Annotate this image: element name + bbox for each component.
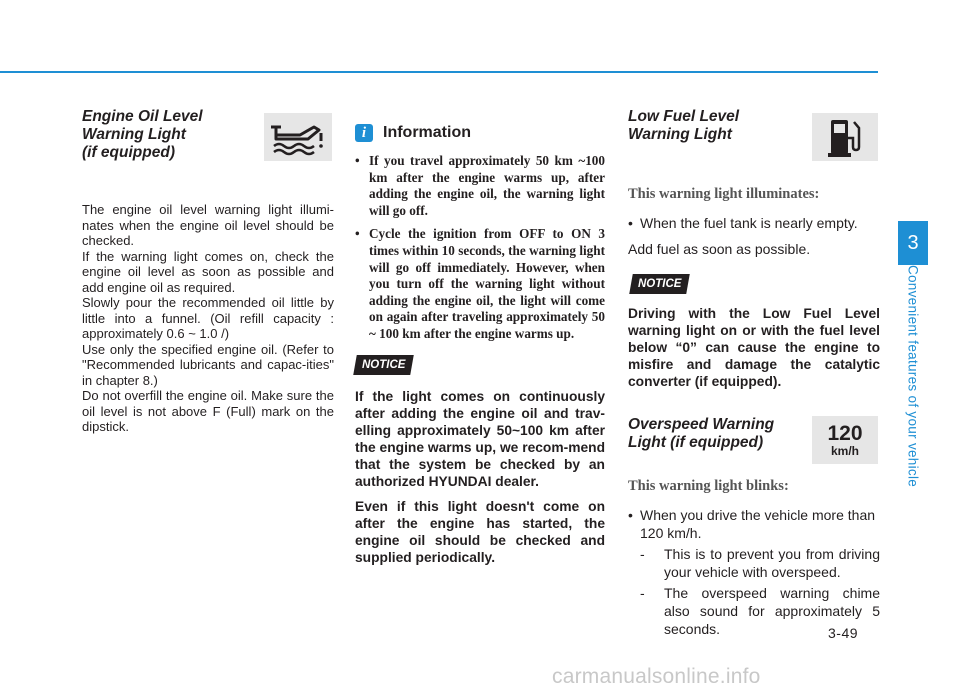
list-item: • When the fuel tank is nearly empty. bbox=[628, 214, 880, 232]
notice-paragraph-2: Even if this light doesn't come on after the engine has started, the engine oil should be checked and supplied periodically. bbox=[355, 498, 605, 565]
fuel-subheading: This warning light illuminates: bbox=[628, 186, 820, 202]
speed-number: 120 bbox=[827, 421, 863, 445]
watermark: carmanualsonline.info bbox=[552, 665, 761, 688]
section-title: Overspeed Warning Light (if equipped) bbox=[628, 416, 775, 451]
oil-paragraph-5: Do not overfill the engine oil. Make sure the oil level is not above F (Full) mark on the dipstick. bbox=[82, 388, 334, 434]
oil-paragraph-3: Slowly pour the recommended oil little by little into a funnel. (Oil refill capacity : approximately 0.6 ~ 1.0 /) bbox=[82, 295, 334, 341]
section-title: Low Fuel Level Warning Light bbox=[628, 108, 740, 143]
notice-badge: NOTICE bbox=[353, 355, 414, 375]
list-item: - The overspeed warning chime also sound for approximately 5 seconds. bbox=[640, 585, 880, 637]
oil-paragraph-2: If the warning light comes on, check the engine oil level as soon as possible and add engine oil as required. bbox=[82, 248, 334, 295]
information-section bbox=[355, 120, 605, 566]
top-rule bbox=[0, 71, 878, 73]
speed-unit: km/h bbox=[830, 443, 859, 458]
low-fuel-heading bbox=[628, 108, 880, 160]
low-fuel-section bbox=[628, 108, 880, 638]
engine-oil-section bbox=[82, 108, 334, 435]
overspeed-warning-icon bbox=[812, 416, 878, 464]
fuel-advice: Add fuel as soon as possible. bbox=[628, 241, 811, 257]
list-item: - This is to prevent you from driving your vehicle with overspeed. bbox=[640, 546, 880, 580]
fuel-pump-icon bbox=[812, 113, 878, 161]
oil-level-warning-icon bbox=[264, 113, 332, 161]
fuel-bullets bbox=[628, 214, 880, 232]
oil-paragraph-4: Use only the specified engine oil. (Refer to "Recommended lubricants and capac-ities" in chapter 8.) bbox=[82, 341, 334, 388]
information-list bbox=[355, 153, 605, 343]
information-heading bbox=[355, 123, 605, 143]
fuel-notice-text: Driving with the Low Fuel Level warning light on or with the fuel level below “0” can cause the engine to misfire and damage the catalytic converter (if equipped). bbox=[628, 306, 880, 389]
info-icon: i bbox=[355, 124, 373, 142]
oil-paragraph-1: The engine oil level warning light illumi-nates when the engine oil level should be checked. bbox=[82, 202, 334, 248]
chapter-tab[interactable]: 3 bbox=[898, 221, 928, 265]
list-item: • Cycle the ignition from OFF to ON 3 times within 10 seconds, the warning light will go off immediately. However, when you turn off the warning light without adding the engine oil, the light will come on again after traveling approximately 50 ~ 100 km after the engine warms up. bbox=[355, 226, 605, 342]
overspeed-heading bbox=[628, 416, 880, 468]
overspeed-bullets bbox=[628, 506, 880, 542]
page-number: 3-49 bbox=[828, 625, 859, 641]
list-item: • If you travel approximately 50 km ~100 km after the engine warms up, after adding the engine oil, the warning light will go off. bbox=[355, 153, 605, 219]
notice-badge: NOTICE bbox=[629, 274, 690, 294]
information-title: Information bbox=[383, 124, 471, 141]
notice-paragraph-1: If the light comes on continuously after adding the engine oil and trav-elling approximately 50~100 km after the engine warms up, we recom-mend that the system be checked by an authorized HYUNDAI dealer. bbox=[355, 388, 605, 489]
engine-oil-heading bbox=[82, 108, 334, 162]
list-item: • When you drive the vehicle more than 120 km/h. bbox=[628, 506, 880, 542]
section-title: Engine Oil Level Warning Light (if equipped) bbox=[82, 108, 203, 161]
overspeed-subheading: This warning light blinks: bbox=[628, 478, 789, 494]
